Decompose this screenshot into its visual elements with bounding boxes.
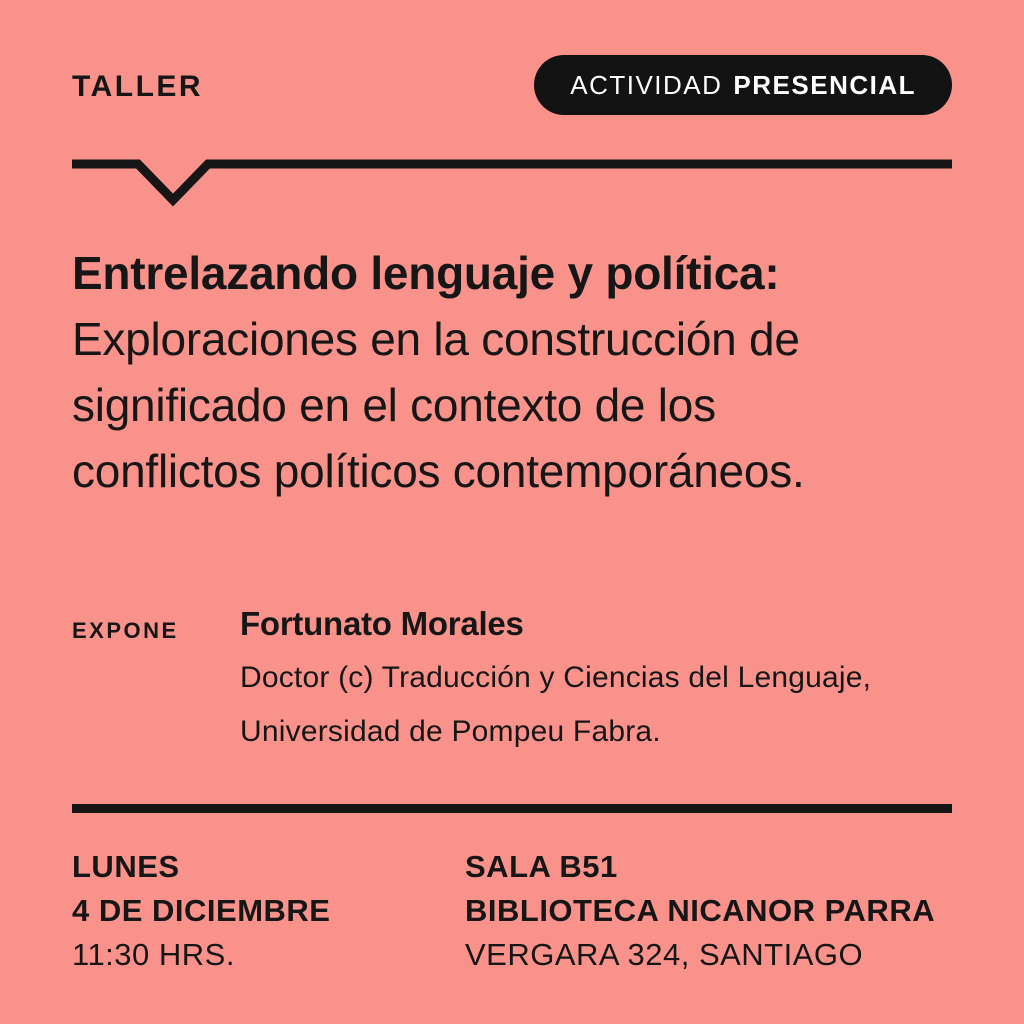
speaker-name: Fortunato Morales <box>240 605 524 642</box>
event-title-line: significado en el contexto de los <box>72 379 716 431</box>
badge-emphasis-text: PRESENCIAL <box>733 69 916 100</box>
schedule-block <box>72 845 330 977</box>
speaker-section-label: EXPONE <box>72 618 179 643</box>
speaker-credential-line: Doctor (c) Traducción y Ciencias del Lenguaje, <box>240 661 872 694</box>
event-title <box>72 240 962 504</box>
location-address: VERGARA 324, SANTIAGO <box>465 937 864 972</box>
event-title-line: conflictos políticos contemporáneos. <box>72 445 805 497</box>
schedule-date: 4 DE DICIEMBRE <box>72 893 331 928</box>
event-category-label: TALLER <box>72 70 204 103</box>
location-block <box>465 845 935 977</box>
notch-divider-line <box>0 0 1024 215</box>
event-title-line: Exploraciones en la construcción de <box>72 313 800 365</box>
badge-prefix-text: ACTIVIDAD <box>570 69 723 100</box>
speaker-block <box>240 597 871 759</box>
location-building: BIBLIOTECA NICANOR PARRA <box>465 893 936 928</box>
schedule-time: 11:30 HRS. <box>72 937 235 972</box>
location-room: SALA B51 <box>465 849 618 884</box>
event-title-line-bold: Entrelazando lenguaje y política: <box>72 247 780 299</box>
footer-divider-rule <box>72 804 952 813</box>
schedule-day: LUNES <box>72 849 180 884</box>
speaker-credential-line: Universidad de Pompeu Fabra. <box>240 715 661 748</box>
